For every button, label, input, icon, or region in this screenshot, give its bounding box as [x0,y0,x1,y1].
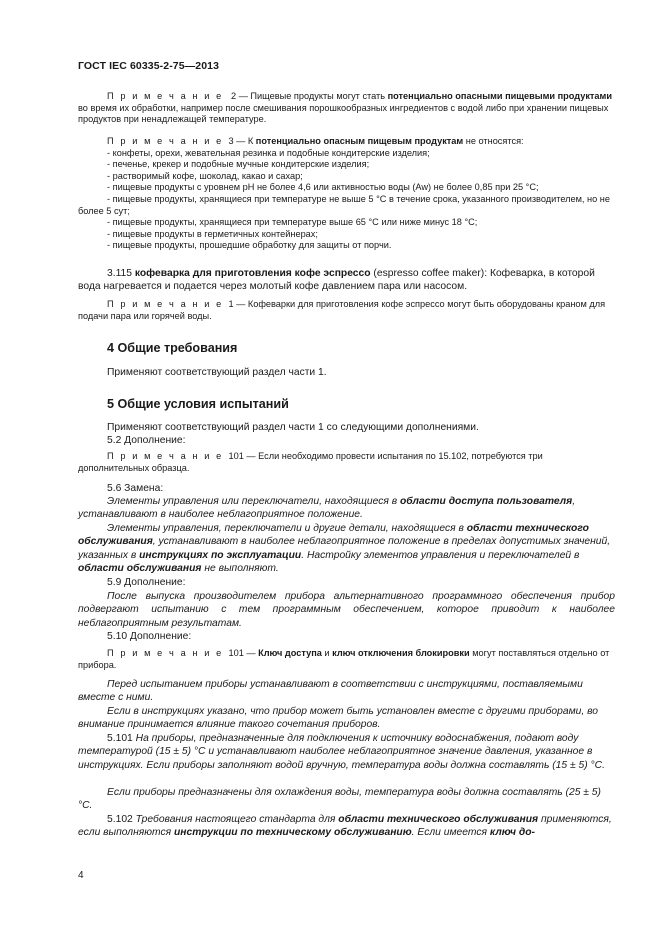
term-bold: инструкциях по эксплуатации [139,549,302,561]
term-bold: области технического обслуживания [78,523,589,548]
section-4-text: Применяют соответствующий раздел части 1. [107,367,327,378]
term-bold: кофеварка для приготовления кофе эспрессо [134,268,371,279]
term-bold: инструкции по техническому обслуживанию [173,827,412,839]
para-text: На приборы, предназначенные для подключения к источнику водоснабжения, подают воду температурой (15 ± 5) °C и устанавливают наиболее неблагоприятное значение давления, указанное в инструкциях. Если приборы заполняют водой вручную, температура воды должна составлять (15 ± 5) °C. [78,733,605,771]
note-3-115 [78,299,615,322]
note-text: 1 — Кофеварки для приготовления кофе эспрессо могут быть оборудованы краном для подачи пара или горячей воды. [78,299,606,321]
section-5-intro: Применяют соответствующий раздел части 1 со следующими дополнениями. [107,422,479,433]
note-101-a [78,451,615,474]
para-5-101 [78,732,615,772]
term-bold: ключ до- [489,827,535,839]
clause-number: 3.115 [107,268,135,279]
para-text: . Настройку элементов управления и переключателей в [301,549,580,561]
definition-3-115 [78,267,615,294]
note-text: не относятся: [463,136,524,146]
list-item: - пищевые продукты с уровнем pH не более 4,6 или активностью воды (Aw) не более 0,85 при 25 °C; [107,182,539,193]
note-text: 101 — Если необходимо провести испытания по 15.102, потребуются три дополнительных образца. [78,451,543,473]
note-text: 3 — К [228,136,256,146]
section-4-title: 4 Общие требования [107,341,238,355]
para-5-102 [78,813,615,840]
note-label: П р и м е ч а н и е [107,451,224,461]
list-item: - пищевые продукты, прошедшие обработку для защиты от порчи. [107,240,392,251]
note-text: во время их обработки, например после смешивания порошкообразных ингредиентов с водой либо при хранении пищевых продуктов при ненадлежащей температуре. [78,102,609,125]
para-text: Требования настоящего стандарта для [135,814,339,825]
page-number: 4 [78,870,84,881]
note-label: П р и м е ч а н и е [107,91,224,101]
para-text: Элементы управления, переключатели и другие детали, находящиеся в [107,523,467,534]
para-5-6-a [78,495,615,522]
term-bold: Ключ доступа [258,648,322,658]
list-item: - конфеты, орехи, жевательная резинка и подобные кондитерские изделия; [107,147,430,158]
note-label: П р и м е ч а н и е [107,136,224,146]
list-item: - пищевые продукты в герметичных контейнерах; [107,228,318,239]
definition-text: (espresso coffee maker): Кофеварка, в которой вода нагревается и подается через молотый кофе давлением пара или насосом. [78,268,595,293]
para-text: , устанавливают в наиболее неблагоприятное положение в пределах допустимых значений, указанных в [78,536,611,561]
note-label: П р и м е ч а н и е [107,648,224,658]
term-bold: потенциально опасными пищевыми продуктами [387,91,612,101]
para-text: Элементы управления или переключатели, находящиеся в [107,496,400,507]
para-text: не выполняют. [201,563,279,575]
term-bold: области обслуживания [78,563,202,575]
clause-5-2: 5.2 Дополнение: [107,435,186,446]
term-bold: области технического обслуживания [338,814,539,825]
clause-number: 5.102 [107,814,136,825]
clause-number: 5.101 [107,733,136,744]
list-item: - печенье, крекер и подобные мучные кондитерские изделия; [107,159,370,170]
note-label: П р и м е ч а н и е [107,299,224,309]
clause-5-9: 5.9 Дополнение: [107,577,186,588]
term-bold: области доступа пользователя [400,496,573,507]
note-101-b [78,648,615,671]
para-5-10-b: Если в инструкциях указано, что прибор может быть установлен вместе с другими приборами, во внимание принимается влияние такого сочетания приборов. [78,706,598,731]
para-text: . Если имеется [411,827,490,839]
para-text: , устанавливают в наиболее неблагоприятное положение. [78,496,576,521]
para-5-9: После выпуска производителем прибора альтернативного программного обеспечения прибор подвергают испытанию с тем программным обеспечением, которое приводит к наиболее неблагоприятным результатам. [78,591,615,629]
list-item: - пищевые продукты, хранящиеся при температуре выше 65 °C или ниже минус 18 °C; [107,217,478,228]
term-bold: потенциально опасным пищевым продуктам [255,136,464,146]
note-text: могут поставляться отдельно от прибора. [78,648,610,670]
para-5-101-b: Если приборы предназначены для охлаждения воды, температура воды должна составлять (25 ± 5) °C. [78,787,601,812]
document-header: ГОСТ IEC 60335-2-75—2013 [78,60,220,72]
note-3 [78,136,615,252]
note-text: 2 — Пищевые продукты могут стать [231,91,388,101]
para-5-6-b [78,522,615,576]
para-text: применяются, если выполняются [78,814,612,839]
term-bold: ключ отключения блокировки [332,648,470,658]
note-text: и [321,648,333,658]
list-item: - растворимый кофе, шоколад, какао и сахар; [107,170,303,181]
para-5-10-a: Перед испытанием приборы устанавливают в соответствии с инструкциями, поставляемыми вместе с ними. [78,679,583,704]
note-2 [78,91,615,126]
clause-5-10: 5.10 Дополнение: [107,631,192,642]
section-5-title: 5 Общие условия испытаний [107,397,289,411]
clause-5-6: 5.6 Замена: [107,483,164,494]
list-item: - пищевые продукты, хранящиеся при температуре не выше 5 °C в течение срока, указанного производителем, но не более 5 сут; [78,193,610,216]
note-text: 101 — [228,648,259,658]
